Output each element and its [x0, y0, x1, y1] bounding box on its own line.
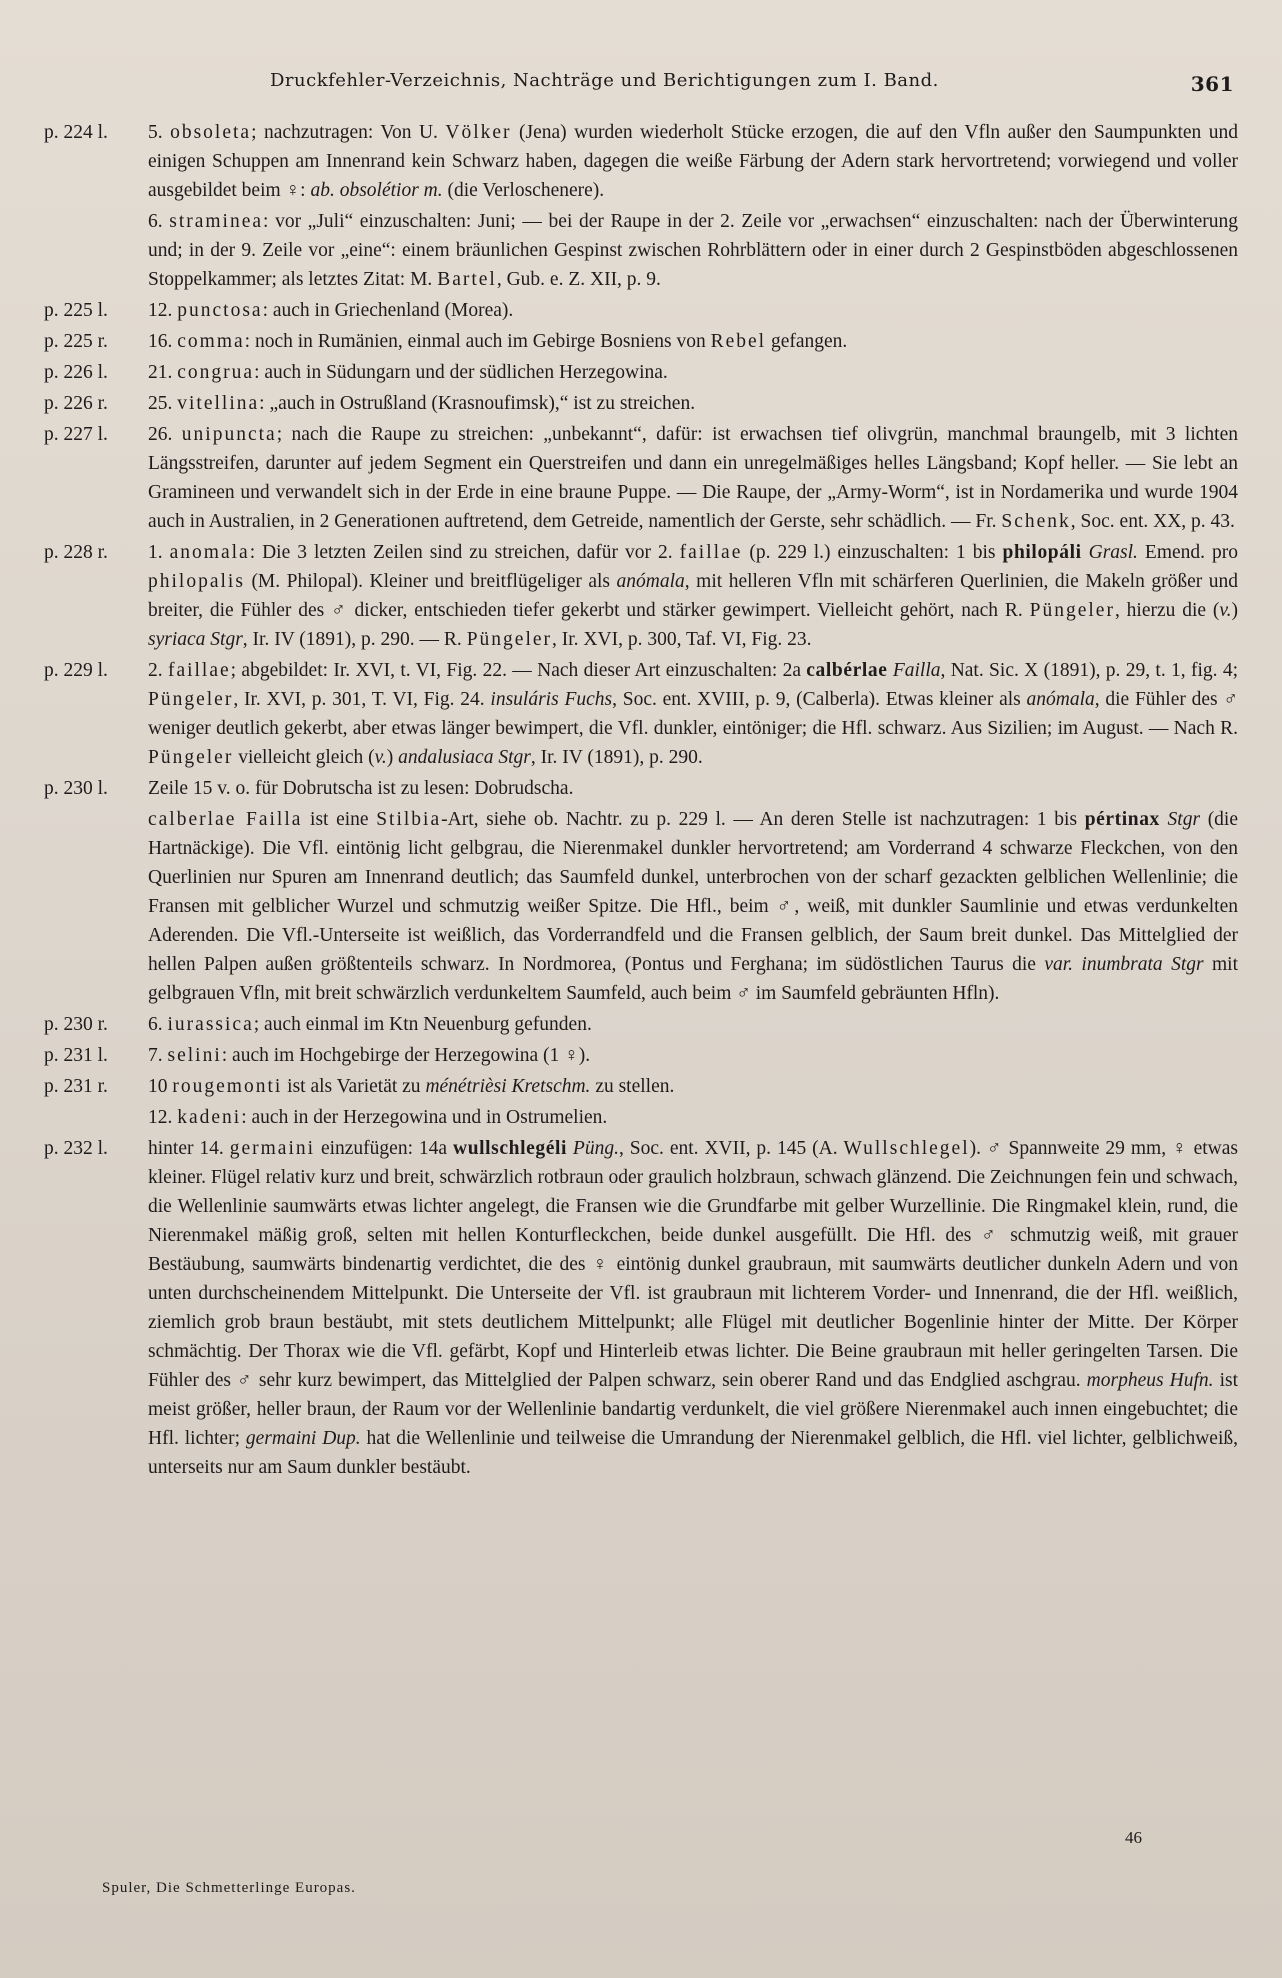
spaced-name: obsoleta: [170, 122, 252, 143]
page-reference: p. 225 r.: [44, 331, 108, 352]
entry-text: [148, 1134, 1238, 1482]
text-run: [1082, 542, 1089, 563]
spaced-name: kadeni: [177, 1107, 242, 1128]
text-run: : auch in Griechenland (Morea).: [262, 300, 514, 321]
spaced-name: comma: [177, 331, 245, 352]
errata-entry: [44, 118, 1238, 205]
spaced-name: Völker: [445, 122, 512, 143]
text-run: ): [386, 747, 399, 768]
text-run: Emend. pro: [1137, 542, 1239, 563]
text-run: ; abgebildet: Ir. XVI, t. VI, Fig. 22. — Nach dieser Art einzuschalten: 2a: [230, 660, 807, 681]
errata-entry: [44, 538, 1238, 654]
spaced-name: calberlae Failla: [148, 809, 303, 830]
taxon-name: philopáli: [1002, 542, 1082, 563]
italic-term: germaini Dup.: [245, 1428, 361, 1449]
spaced-name: germaini: [229, 1138, 316, 1159]
text-run: , die Fühler des ♂ weniger deutlich gekerbt, aber etwas länger bewimpert, die Vfl. dunkler, eintöniger; die Hfl. schwarz. Aus Sizilien; im August. — Nach R.: [148, 689, 1238, 739]
text-run: einzufügen: 14a: [315, 1138, 454, 1159]
page-reference: p. 226 l.: [44, 362, 108, 383]
errata-entry: [44, 358, 1238, 387]
text-run: hat die Wellenlinie und teilweise die Umrandung der Nierenmakel gelblich, die Hfl. viel lichter, gelblichweiß, unterseits nur am Saum dunkler bestäubt.: [148, 1428, 1238, 1478]
text-run: mit gelbgrauen Vfln, mit breit schwärzlich verdunkeltem Saumfeld, auch beim ♂ im Saumfeld gebräunten Hfln).: [148, 954, 1238, 1004]
text-run: ; nach die Raupe zu streichen: „unbekannt“, dafür: ist erwachsen tief olivgrün, manchmal braungelb, mit 3 lichten Längsstreifen, darunter auf jedem Segment ein Querstreifen und dann ein unregelmäßiges helles Längsband; Kopf heller. — Sie lebt an Gramineen und verwandelt sich in der Erde in eine braune Puppe. — Die Raupe, der „Army-Worm“, ist in Nordamerika und wurde 1904 auch in Australien, in 2 Generationen auftretend, dem Getreide, namentlich der Gerste, sehr schädlich. — Fr.: [148, 424, 1238, 532]
text-run: 12.: [148, 300, 178, 321]
entry-text: [148, 656, 1238, 772]
entry-text: [148, 1103, 1238, 1132]
text-run: Zeile 15 v. o. für Dobrutscha ist zu lesen: Dobrudscha.: [148, 778, 574, 799]
text-run: zu stellen.: [590, 1076, 675, 1097]
spaced-name: punctosa: [177, 300, 263, 321]
text-run: : noch in Rumänien, einmal auch im Gebirge Bosniens von: [244, 331, 711, 352]
text-run: (die Verloschenere).: [442, 180, 605, 201]
page-reference: p. 227 l.: [44, 424, 108, 445]
text-run: 16.: [148, 331, 178, 352]
sheet-signature: 46: [1125, 1828, 1142, 1847]
text-run: , hierzu die (: [1114, 600, 1220, 621]
taxon-name: pértinax: [1084, 809, 1160, 830]
text-run: , mit helleren Vfln mit schärferen Querlinien, die Makeln größer und breiter, die Fühler des ♂ dicker, entschieden tiefer gekerbt und stärker gewimpert. Vielleicht gehört, nach R.: [148, 571, 1238, 621]
taxon-name: calbérlae: [806, 660, 888, 681]
text-run: : auch in der Herzegowina und in Ostrumelien.: [241, 1107, 608, 1128]
text-run: -Art, siehe ob. Nachtr. zu p. 229 l. — An deren Stelle ist nachzutragen: 1 bis: [441, 809, 1085, 830]
text-run: 5.: [148, 122, 171, 143]
text-run: 2.: [148, 660, 168, 681]
spaced-name: Püngeler: [148, 689, 234, 710]
italic-term: var. inumbrata Stgr: [1044, 954, 1204, 975]
page-reference: p. 229 l.: [44, 660, 108, 681]
page-number: 361: [1190, 72, 1234, 96]
italic-term: ménétrièsi Kretschm.: [425, 1076, 591, 1097]
errata-entry: [44, 389, 1238, 418]
text-run: 25.: [148, 393, 178, 414]
text-run: 12.: [148, 1107, 178, 1128]
text-run: , Soc. ent. XVIII, p. 9, (Calberla). Etwas kleiner als: [612, 689, 1027, 710]
spaced-name: Bartel: [437, 269, 497, 290]
entry-text: [148, 774, 1238, 803]
text-run: (Jena) wurden wiederholt Stücke erzogen, die auf den Vfln außer den Saumpunkten und einigen Schuppen am Innenrand kein Schwarz haben, dagegen die weiße Färbung der Adern stark hervortretend; vorwiegend und voller ausgebildet beim ♀:: [148, 122, 1238, 201]
italic-term: ab. obsolétior m.: [310, 180, 443, 201]
text-run: 21.: [148, 362, 178, 383]
entry-text: [148, 296, 1238, 325]
spaced-name: Püngeler: [466, 629, 553, 650]
entry-text: [148, 805, 1238, 1008]
text-run: , Soc. ent. XX, p. 43.: [1070, 511, 1235, 532]
entry-text: [148, 538, 1238, 654]
errata-entry: [44, 1041, 1238, 1070]
errata-list: [44, 118, 1238, 1484]
text-run: , Ir. XVI, p. 300, Taf. VI, Fig. 23.: [552, 629, 812, 650]
entry-text: [148, 118, 1238, 205]
page-reference: p. 225 l.: [44, 300, 108, 321]
text-run: : Die 3 letzten Zeilen sind zu streichen, dafür vor 2.: [249, 542, 680, 563]
spaced-name: Stilbia: [376, 809, 442, 830]
page-reference: p. 230 r.: [44, 1014, 108, 1035]
spaced-name: unipuncta: [181, 424, 277, 445]
spaced-name: faillae: [679, 542, 743, 563]
spaced-name: vitellina: [177, 393, 260, 414]
text-run: ; nachzutragen: Von U.: [251, 122, 446, 143]
spaced-name: Wullschlegel: [843, 1138, 970, 1159]
errata-entry: [44, 420, 1238, 536]
text-run: , Nat. Sic. X (1891), p. 29, t. 1, fig. 4;: [940, 660, 1239, 681]
italic-term: Failla: [892, 660, 941, 681]
footer-note: Spuler, Die Schmetterlinge Europas.: [102, 1880, 356, 1896]
page-reference: p. 231 r.: [44, 1076, 108, 1097]
italic-term: insuláris Fuchs: [490, 689, 613, 710]
text-run: ist eine: [302, 809, 377, 830]
errata-entry: [44, 1010, 1238, 1039]
text-run: 26.: [148, 424, 182, 445]
spaced-name: Püngeler: [1029, 600, 1115, 621]
spaced-name: Schenk: [1001, 511, 1071, 532]
errata-entry: [44, 774, 1238, 803]
page-reference: p. 224 l.: [44, 122, 108, 143]
errata-entry: [44, 1134, 1238, 1482]
text-run: 10: [148, 1076, 173, 1097]
text-run: , Ir. IV (1891), p. 290.: [530, 747, 703, 768]
spaced-name: Püngeler: [148, 747, 234, 768]
spaced-name: congrua: [177, 362, 255, 383]
entry-text: [148, 389, 1238, 418]
errata-entry: [44, 656, 1238, 772]
text-run: ist meist größer, heller braun, der Raum vor der Wellenlinie bandartig verdunkelt, die viel größere Nierenmakel auch innen eingebuchtet; die Hfl. lichter;: [148, 1370, 1238, 1449]
text-run: (M. Philopal). Kleiner und breitflügeliger als: [244, 571, 617, 592]
entry-text: [148, 1041, 1238, 1070]
text-run: , Gub. e. Z. XII, p. 9.: [496, 269, 661, 290]
entry-text: [148, 327, 1238, 356]
text-run: ). ♂ Spannweite 29 mm, ♀ etwas kleiner. Flügel relativ kurz und breit, schwärzlich rotbraun oder graulich holzbraun, schwach glänzend. Die Zeichnungen fein und schwach, die Wellenlinie saumwärts etwas lichter angelegt, die Fransen wie die Grundfarbe mit gelber Wurzellinie. Die Ringmakel klein, rund, die Nierenmakel mäßig groß, selten mit hellen Konturfleckchen, beide dunkel ausgefüllt. Die Hfl. des ♂ schmutzig weiß, mit grauer Bestäubung, saumwärts bindenartig verdichtet, die des ♀ eintönig dunkel graubraun, mit saumwärts deutlicher dunkeln Adern und von unten durchscheinendem Mittelpunkt. Die Unterseite der Vfl. ist graubraun mit lichterem Vorder- und Innenrand, die der Hfl. weißlich, ziemlich grob braun bestäubt, mit stets deutlichem Mittelpunkt; alle Flügel mit deutlicher Bogenlinie hinter der Mitte. Der Körper schmächtig. Der Thorax wie die Vfl. gefärbt, Kopf und Hinterleib etwas lichter. Die Beine graubraun mit heller geringelten Tarsen. Die Fühler des ♂ sehr kurz bewimpert, das Mittelglied der Palpen schwarz, sein oberer Rand und das Endglied aschgrau.: [148, 1138, 1238, 1391]
spaced-name: Rebel: [710, 331, 767, 352]
page-reference: p. 228 r.: [44, 542, 108, 563]
entry-text: [148, 358, 1238, 387]
text-run: ): [1231, 600, 1238, 621]
errata-entry: [44, 805, 1238, 1008]
italic-term: andalusiaca Stgr: [398, 747, 531, 768]
entry-text: [148, 207, 1238, 294]
page-reference: p. 226 r.: [44, 393, 108, 414]
italic-term: v.: [1219, 600, 1232, 621]
text-run: : auch in Südungarn und der südlichen Herzegowina.: [254, 362, 668, 383]
text-run: [1160, 809, 1168, 830]
header-title: Druckfehler-Verzeichnis, Nachträge und Berichtigungen zum I. Band.: [270, 70, 939, 91]
text-run: ist als Varietät zu: [282, 1076, 426, 1097]
text-run: gefangen.: [766, 331, 848, 352]
text-run: hinter 14.: [148, 1138, 230, 1159]
page-reference: p. 230 l.: [44, 778, 108, 799]
spaced-name: philopalis: [148, 571, 245, 592]
spaced-name: anomala: [169, 542, 250, 563]
text-run: 1.: [148, 542, 170, 563]
text-run: : vor „Juli“ einzuschalten: Juni; — bei der Raupe in der 2. Zeile vor „erwachsen“ einzuschalten: nach der Überwinterung und; in der 9. Zeile vor „eine“: einem bräunlichen Gespinst zwischen Rohrblättern oder in einer durch 2 Gespinstböden abgeschlossenen Stoppelkammer; als letztes Zitat: M.: [148, 211, 1238, 290]
text-run: (die Hartnäckige). Die Vfl. eintönig licht gelbgrau, die Nierenmakel dunkler hervortretend; am Vorderrand 4 schwarze Fleckchen, von den Querlinien nur Spuren am Innenrand deutlich; das Saumfeld dunkel, unterbrochen von der scharf gezackten gelblichen Wellenlinie; die Fransen mit gelblicher Wurzel und schmutzig weißer Spitze. Die Hfl., beim ♂, weiß, mit dunkler Saumlinie und etwas verdunkelten Aderenden. Die Vfl.-Unterseite ist weißlich, das Vorderrandfeld und die Fransen gelblich, der Saum breit dunkel. Das Mittelglied der hellen Palpen außen größtenteils schwarz. In Nordmorea, (Pontus und Ferghana; im südöstlichen Taurus die: [148, 809, 1239, 975]
entry-text: [148, 1072, 1238, 1101]
text-run: 6.: [148, 211, 170, 232]
italic-term: Püng.: [572, 1138, 619, 1159]
errata-entry: [44, 1072, 1238, 1101]
text-run: ; auch einmal im Ktn Neuenburg gefunden.: [253, 1014, 592, 1035]
text-run: : auch im Hochgebirge der Herzegowina (1 ♀).: [221, 1045, 591, 1066]
text-run: 6.: [148, 1014, 168, 1035]
spaced-name: iurassica: [167, 1014, 254, 1035]
italic-term: v.: [374, 747, 387, 768]
text-run: , Soc. ent. XVII, p. 145 (A.: [618, 1138, 844, 1159]
text-run: (p. 229 l.) einzuschalten: 1 bis: [742, 542, 1003, 563]
italic-term: anómala: [1026, 689, 1095, 710]
italic-term: anómala: [616, 571, 685, 592]
entry-text: [148, 420, 1238, 536]
errata-entry: [44, 327, 1238, 356]
italic-term: Stgr: [1167, 809, 1201, 830]
text-run: , Ir. XVI, p. 301, T. VI, Fig. 24.: [233, 689, 491, 710]
italic-term: syriaca Stgr: [148, 629, 243, 650]
entry-text: [148, 1010, 1238, 1039]
text-run: : „auch in Ostrußland (Krasnoufimsk),“ ist zu streichen.: [259, 393, 696, 414]
text-run: vielleicht gleich (: [233, 747, 375, 768]
page-reference: p. 231 l.: [44, 1045, 108, 1066]
taxon-name: wullschlegéli: [453, 1138, 567, 1159]
errata-entry: [44, 296, 1238, 325]
spaced-name: selini: [167, 1045, 222, 1066]
page-reference: p. 232 l.: [44, 1138, 108, 1159]
text-run: 7.: [148, 1045, 168, 1066]
italic-term: Grasl.: [1088, 542, 1138, 563]
spaced-name: faillae: [167, 660, 231, 681]
text-run: , Ir. IV (1891), p. 290. — R.: [242, 629, 467, 650]
spaced-name: rougemonti: [172, 1076, 283, 1097]
errata-entry: [44, 207, 1238, 294]
spaced-name: straminea: [169, 211, 264, 232]
errata-entry: [44, 1103, 1238, 1132]
italic-term: morpheus Hufn.: [1086, 1370, 1214, 1391]
